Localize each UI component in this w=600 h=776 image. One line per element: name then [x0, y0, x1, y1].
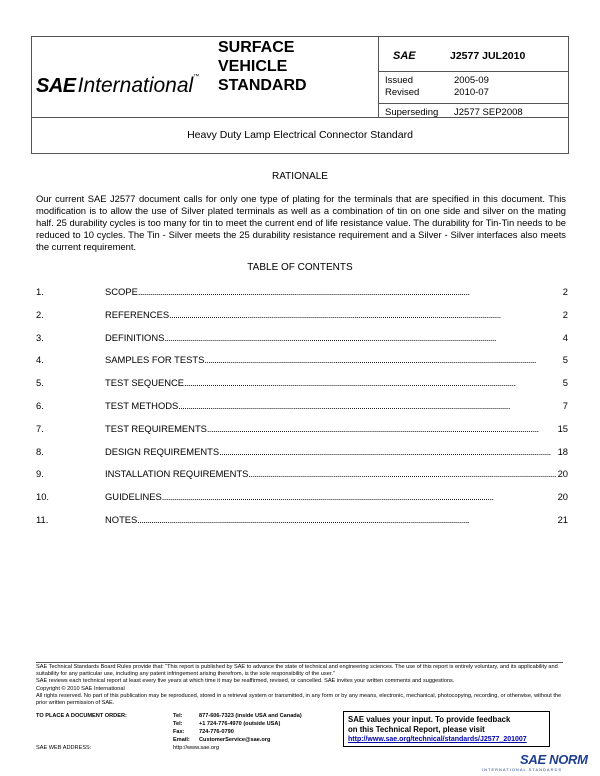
feedback-line-1: SAE values your input. To provide feedback [348, 715, 511, 724]
standard-type-line-2: VEHICLE [218, 58, 288, 75]
watermark-subtext: INTERNATIONAL STANDARDS [482, 767, 563, 772]
sae-international-logo [36, 74, 199, 98]
toc-row[interactable] [36, 400, 568, 412]
toc-row[interactable] [36, 491, 568, 503]
meta-divider-1 [378, 71, 569, 72]
toc-row[interactable] [36, 354, 568, 366]
web-address-value[interactable]: http://www.sae.org [173, 745, 220, 751]
toc-row[interactable] [36, 286, 568, 298]
toc-entry [105, 423, 556, 435]
footer-rights-text: All rights reserved. No part of this publication may be reproduced, stored in a retrieval system or transmitted, in any form or by any means, electronic, mechanical, photocopying, recording, or otherwise, without the prior written permission of SAE. [36, 692, 562, 707]
feedback-line-2: on this Technical Report, please visit [348, 724, 485, 734]
revised-value: 2010-07 [454, 87, 489, 98]
logo-sae-text: SAE [36, 75, 76, 97]
toc-row[interactable] [36, 514, 568, 526]
standard-type-line-3: STANDARD [218, 77, 307, 94]
tel-label: Tel: [173, 713, 183, 719]
standard-type [218, 38, 307, 95]
toc-title: TEST METHODS [105, 400, 179, 411]
toc-number: 5. [36, 377, 44, 389]
toc-number: 7. [36, 422, 44, 434]
toc-page-number: 5 [562, 377, 568, 389]
toc-leader-dots [138, 286, 556, 298]
standard-type-line-1: SURFACE [218, 39, 295, 56]
feedback-box [343, 711, 550, 747]
superseding-value: J2577 SEP2008 [454, 107, 523, 118]
meta-divider-2 [378, 103, 569, 104]
toc-page-number: 20 [557, 491, 568, 503]
toc-leader-dots [204, 354, 556, 366]
tel-value: 877-606-7323 (inside USA and Canada) [199, 713, 302, 719]
logo-international-text: International [77, 74, 194, 97]
toc-entry [105, 332, 556, 344]
web-address-label: SAE WEB ADDRESS: [36, 745, 92, 751]
toc-entry [105, 286, 556, 298]
toc-leader-dots [248, 468, 556, 480]
logo-trademark: ™ [193, 74, 200, 80]
toc-number: 8. [36, 445, 44, 457]
sae-small-logo: SAE [393, 50, 416, 62]
toc-page-number: 20 [557, 468, 568, 480]
document-number: J2577 JUL2010 [450, 50, 526, 62]
toc-leader-dots [137, 514, 556, 526]
order-label: TO PLACE A DOCUMENT ORDER: [36, 713, 127, 719]
toc-heading: TABLE OF CONTENTS [247, 262, 353, 273]
toc-title: DESIGN REQUIREMENTS [105, 445, 220, 457]
toc-entry [105, 446, 556, 458]
tel2-label: Tel: [173, 721, 183, 727]
toc-page-number: 5 [562, 354, 568, 366]
toc-row[interactable] [36, 377, 568, 389]
toc-title: GUIDELINES [105, 491, 162, 503]
toc-entry [105, 377, 556, 389]
toc-page-number: 2 [562, 308, 568, 320]
toc-title: DEFINITIONS [105, 331, 165, 343]
toc-number: 3. [36, 331, 44, 343]
toc-number: 2. [36, 308, 44, 320]
toc-title: TEST SEQUENCE [105, 377, 185, 389]
document-title: Heavy Duty Lamp Electrical Connector Standard [31, 117, 569, 154]
toc-page-number: 2 [562, 286, 568, 297]
toc-row[interactable] [36, 446, 568, 458]
toc-number: 1. [36, 286, 44, 297]
toc-entry [105, 354, 556, 366]
toc-title: REFERENCES [105, 308, 170, 320]
toc-row[interactable] [36, 423, 568, 435]
toc-number: 10. [36, 491, 50, 503]
footer-copyright: Copyright © 2010 SAE International [36, 685, 125, 692]
footer-rule [36, 662, 563, 663]
footer-rules-text: SAE Technical Standards Board Rules provide that: “This report is published by SAE to advance the state of technical and engineering sciences. The use of this report is entirely voluntary, and its applicability and suitability for any particular use, including any patent infringement arising therefrom, is the sole responsibility of the user.” [36, 664, 558, 678]
toc-title: SCOPE [105, 286, 138, 297]
toc-title: SAMPLES FOR TESTS [105, 354, 205, 366]
issued-value: 2005-09 [454, 75, 489, 86]
rationale-heading: RATIONALE [272, 171, 328, 182]
fax-label: Fax: [173, 729, 185, 735]
toc-number: 9. [36, 468, 44, 480]
toc-page-number: 7 [562, 400, 568, 411]
toc-leader-dots [207, 423, 556, 435]
toc-entry [105, 514, 556, 526]
toc-leader-dots [169, 309, 556, 321]
toc-page-number: 15 [557, 422, 568, 434]
toc-row[interactable] [36, 309, 568, 321]
sae-norm-watermark: SAE NORM [520, 752, 588, 767]
revised-label: Revised [385, 87, 420, 98]
toc-entry [105, 468, 556, 480]
fax-value: 724-776-0790 [199, 729, 234, 735]
toc-leader-dots [184, 377, 556, 389]
toc-leader-dots [178, 400, 556, 412]
footer-notice [36, 664, 566, 707]
tel2-value: +1 724-776-4970 (outside USA) [199, 721, 281, 727]
footer-review-text: SAE reviews each technical report at least every five years at which time it may be reaffirmed, revised, or cancelled. SAE invites your written comments and suggestions. [36, 678, 455, 685]
toc-title: INSTALLATION REQUIREMENTS [105, 468, 249, 480]
email-label: Email: [173, 737, 190, 743]
toc-page-number: 4 [562, 331, 568, 343]
toc-page-number: 21 [557, 514, 568, 525]
toc-entry [105, 400, 556, 412]
toc-leader-dots [164, 332, 556, 344]
toc-page-number: 18 [557, 445, 568, 457]
feedback-link[interactable]: http://www.sae.org/technical/standards/J2577_201007 [348, 736, 527, 743]
toc-title: NOTES [105, 514, 138, 525]
toc-number: 6. [36, 400, 44, 411]
toc-row[interactable] [36, 468, 568, 480]
toc-title: TEST REQUIREMENTS [105, 422, 207, 434]
toc-row[interactable] [36, 332, 568, 344]
toc-entry [105, 491, 556, 503]
toc-leader-dots [219, 446, 556, 458]
issued-label: Issued [385, 75, 413, 86]
email-value[interactable]: CustomerService@sae.org [199, 737, 271, 743]
toc-number: 4. [36, 354, 44, 366]
rationale-text: Our current SAE J2577 document calls for only one type of plating for the terminals that are specified in this document. This modification is to allow the use of Silver plated terminals as well as a combination of tin on one side and silver on the mating half. 25 durability cycles is too many for tin to meet the current end of life resistance value. The durability for Tin-Tin needs to be reduced to 10 cycles. The Tin - Silver meets the 25 durability resistance requirement and a Silver - Silver interfaces also meets the current requirement. [36, 193, 566, 252]
toc-number: 11. [36, 514, 49, 525]
toc-leader-dots [162, 491, 556, 503]
superseding-label: Superseding [385, 107, 439, 118]
toc-entry [105, 309, 556, 321]
